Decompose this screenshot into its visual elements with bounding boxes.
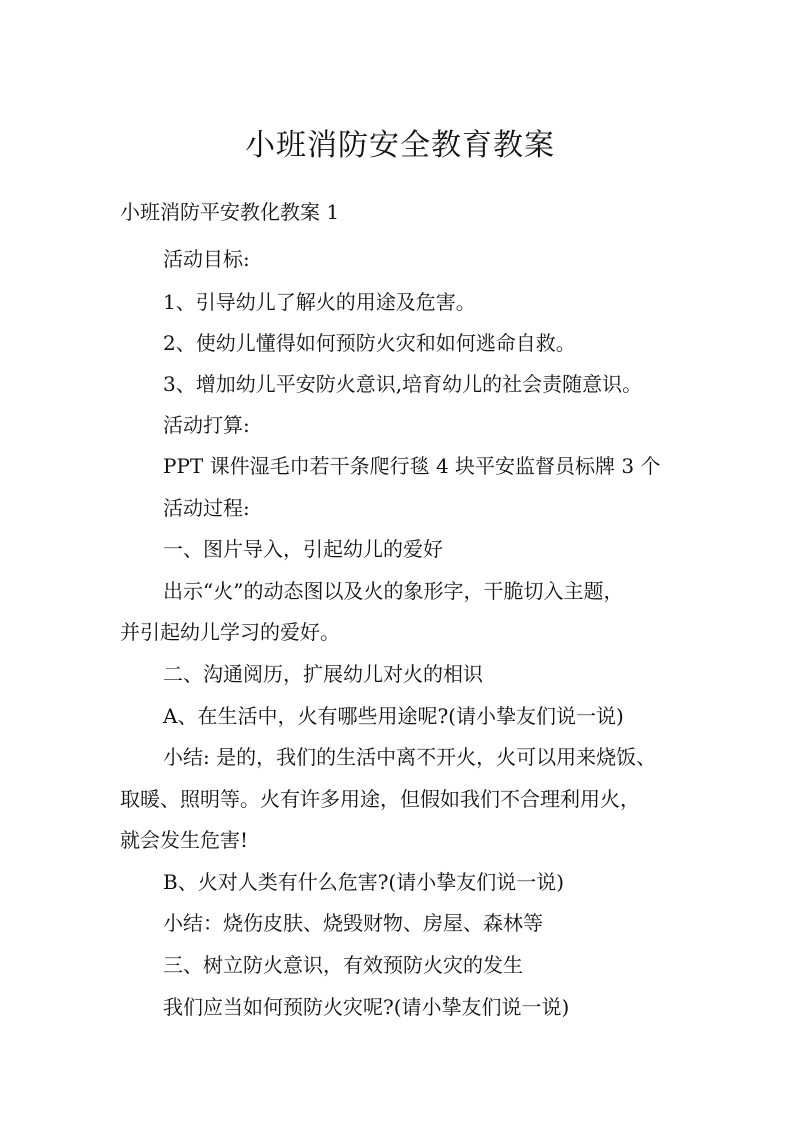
paragraph-line: B、火对人类有什么危害?(请小挚友们说一说) bbox=[163, 870, 565, 894]
paragraph-line: 2、使幼儿懂得如何预防火灾和如何逃命自救。 bbox=[163, 331, 576, 355]
paragraph-line: 并引起幼儿学习的爱好。 bbox=[120, 620, 340, 644]
paragraph-line: PPT 课件湿毛巾若干条爬行毯 4 块平安监督员标牌 3 个 bbox=[163, 454, 661, 478]
paragraph-line: 活动过程: bbox=[163, 496, 250, 520]
paragraph-line: 一、图片导入，引起幼儿的爱好 bbox=[163, 537, 443, 561]
paragraph-line: 就会发生危害! bbox=[120, 828, 249, 852]
paragraph-line: 3、增加幼儿平安防火意识,培育幼儿的社会责随意识。 bbox=[163, 372, 643, 396]
paragraph-line: 小结: 是的，我们的生活中离不开火，火可以用来烧饭、 bbox=[163, 745, 657, 769]
paragraph-line: 1、引导幼儿了解火的用途及危害。 bbox=[163, 290, 476, 314]
paragraph-line: 活动打算: bbox=[163, 413, 250, 437]
paragraph-line: 取暖、照明等。火有许多用途，但假如我们不合理利用火， bbox=[120, 787, 640, 811]
paragraph-line: 二、沟通阅历，扩展幼儿对火的相识 bbox=[163, 662, 483, 686]
paragraph-line: 出示“火”的动态图以及火的象形字，干脆切入主题， bbox=[163, 579, 624, 603]
paragraph-line: A、在生活中，火有哪些用途呢?(请小挚友们说一说) bbox=[163, 704, 624, 728]
paragraph-line: 三、树立防火意识，有效预防火灾的发生 bbox=[163, 953, 523, 977]
section-heading: 小班消防平安教化教案 1 bbox=[120, 200, 340, 224]
paragraph-line: 活动目标: bbox=[163, 247, 250, 271]
paragraph-line: 小结：烧伤皮肤、烧毁财物、房屋、森林等 bbox=[163, 911, 543, 935]
document-title: 小班消防安全教育教案 bbox=[245, 128, 555, 163]
paragraph-line: 我们应当如何预防火灾呢?(请小挚友们说一说) bbox=[163, 995, 570, 1019]
